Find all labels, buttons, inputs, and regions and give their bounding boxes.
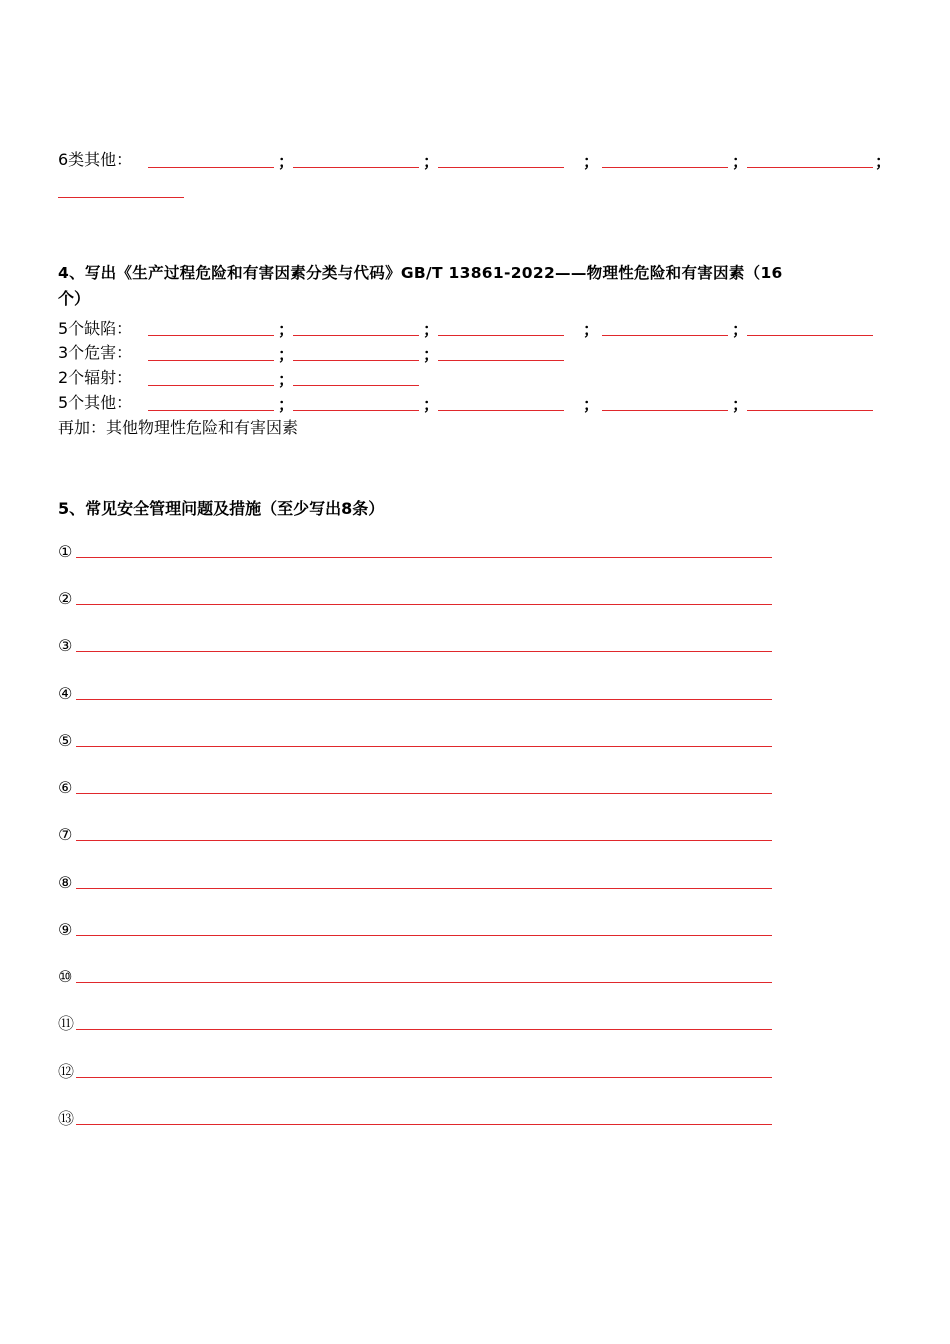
section4-title-line1: 4、写出《生产过程危险和有害因素分类与代码》GB/T 13861-2022——物理性危险和有害因素（16: [58, 264, 783, 282]
other-6-blank-2[interactable]: [293, 167, 419, 168]
defects-blank-3[interactable]: [438, 335, 564, 336]
radiation-label: 2个辐射：: [58, 368, 133, 387]
other-6-blank-4[interactable]: [602, 167, 728, 168]
answer-line-9[interactable]: [76, 935, 772, 936]
answer-number: ③: [58, 636, 73, 655]
separator: ；: [278, 345, 295, 364]
other-6-blank-1[interactable]: [148, 167, 274, 168]
separator: ；: [583, 395, 600, 414]
defects-label: 5个缺陷：: [58, 319, 133, 338]
answer-number: ⑨: [58, 920, 73, 939]
separator: ；: [732, 152, 749, 171]
defects-blank-2[interactable]: [293, 335, 419, 336]
separator: ；: [423, 152, 440, 171]
answer-number: ⑦: [58, 825, 73, 844]
other-6-blank-5[interactable]: [747, 167, 873, 168]
radiation-blank-2[interactable]: [293, 385, 419, 386]
separator: ；: [423, 320, 440, 339]
separator: ；: [875, 152, 892, 171]
radiation-blank-1[interactable]: [148, 385, 274, 386]
separator: ；: [732, 395, 749, 414]
separator: ；: [583, 320, 600, 339]
answer-line-13[interactable]: [76, 1124, 772, 1125]
answer-number: ⑥: [58, 778, 73, 797]
separator: ；: [732, 320, 749, 339]
hazards-label: 3个危害：: [58, 343, 133, 362]
answer-line-7[interactable]: [76, 840, 772, 841]
answer-line-5[interactable]: [76, 746, 772, 747]
answer-number: ⑩: [58, 967, 73, 986]
separator: ；: [423, 345, 440, 364]
other-6-label: 6类其他：: [58, 150, 133, 169]
answer-number: ④: [58, 684, 73, 703]
answer-line-6[interactable]: [76, 793, 772, 794]
separator: ；: [583, 152, 600, 171]
separator: ；: [423, 395, 440, 414]
physical-other-blank-2[interactable]: [293, 410, 419, 411]
other-6-blank-6[interactable]: [58, 197, 184, 198]
hazards-blank-1[interactable]: [148, 360, 274, 361]
separator: ；: [278, 395, 295, 414]
other-6-blank-3[interactable]: [438, 167, 564, 168]
separator: ；: [278, 152, 295, 171]
physical-other-blank-4[interactable]: [602, 410, 728, 411]
physical-other-blank-3[interactable]: [438, 410, 564, 411]
answer-number: ②: [58, 589, 73, 608]
answer-line-4[interactable]: [76, 699, 772, 700]
hazards-blank-3[interactable]: [438, 360, 564, 361]
section5-title: 5、常见安全管理问题及措施（至少写出8条）: [58, 499, 385, 518]
answer-number: ①: [58, 542, 73, 561]
answer-line-10[interactable]: [76, 982, 772, 983]
answer-line-8[interactable]: [76, 888, 772, 889]
answer-number: ⑬: [58, 1109, 75, 1128]
answer-number: ⑪: [58, 1014, 75, 1033]
physical-other-label: 5个其他：: [58, 393, 133, 412]
answer-number: ⑧: [58, 873, 73, 892]
defects-blank-5[interactable]: [747, 335, 873, 336]
physical-other-blank-5[interactable]: [747, 410, 873, 411]
answer-line-11[interactable]: [76, 1029, 772, 1030]
answer-line-2[interactable]: [76, 604, 772, 605]
separator: ；: [278, 320, 295, 339]
answer-line-1[interactable]: [76, 557, 772, 558]
answer-number: ⑤: [58, 731, 73, 750]
answer-number: ⑫: [58, 1062, 75, 1081]
defects-blank-1[interactable]: [148, 335, 274, 336]
answer-line-12[interactable]: [76, 1077, 772, 1078]
physical-other-blank-1[interactable]: [148, 410, 274, 411]
section4-title-line2: 个）: [58, 289, 91, 308]
separator: ；: [278, 370, 295, 389]
section4-note: 再加：其他物理性危险和有害因素: [58, 418, 299, 437]
defects-blank-4[interactable]: [602, 335, 728, 336]
answer-line-3[interactable]: [76, 651, 772, 652]
hazards-blank-2[interactable]: [293, 360, 419, 361]
